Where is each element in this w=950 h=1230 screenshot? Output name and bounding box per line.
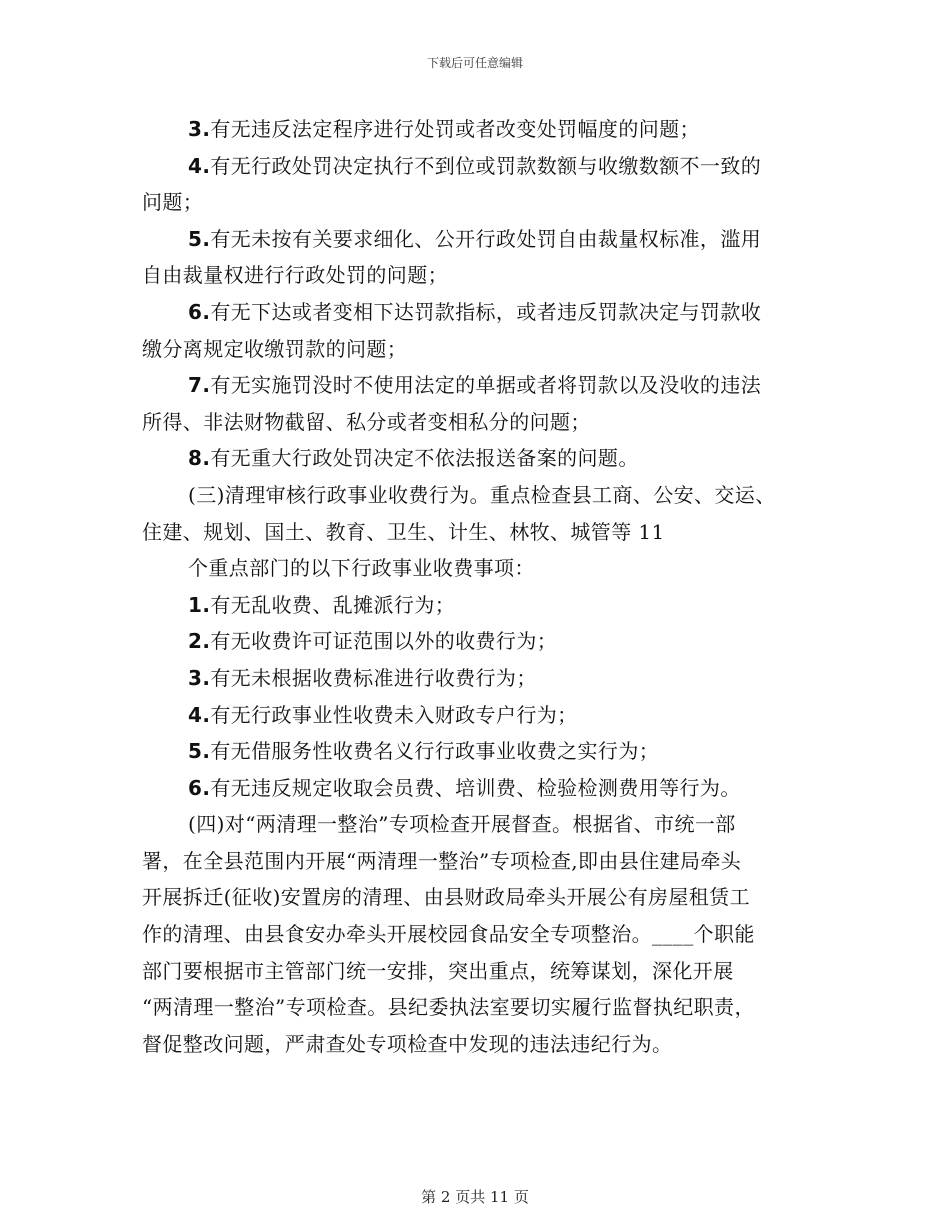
- paragraph-line: [142, 953, 807, 990]
- paragraph-line: [142, 697, 807, 734]
- page-header: 下载后可任意编辑: [426, 56, 523, 70]
- paragraph-line: [142, 660, 807, 697]
- paragraph-line: [142, 806, 807, 843]
- paragraph-line: [142, 916, 807, 953]
- item-number: 6.: [188, 299, 211, 324]
- paragraph-line: [142, 623, 807, 660]
- paragraph-line: [142, 1026, 807, 1063]
- paragraph-line: [142, 404, 807, 441]
- line-text: 署，在全县范围内开展“两清理一整治”专项检查,即由县住建局牵头: [142, 848, 742, 873]
- line-text: 有无实施罚没时不使用法定的单据或者将罚款以及没收的违法: [210, 373, 762, 398]
- paragraph-line: [142, 367, 807, 404]
- line-text: 有无行政处罚决定执行不到位或罚款数额与收缴数额不一致的: [210, 153, 762, 178]
- line-text: 问题；: [142, 190, 204, 215]
- line-text: “两清理一整治”专项检查。县纪委执法室要切实履行监督执纪职责，: [142, 995, 755, 1020]
- item-number: 8.: [188, 446, 211, 471]
- paragraph-line: [142, 733, 807, 770]
- paragraph-line: [142, 550, 807, 587]
- line-text: 作的清理、由县食安办牵头开展校园食品安全专项整治。____个职能: [142, 922, 755, 947]
- line-text: (三)清理审核行政事业收费行为。重点检查县工商、公安、交运、: [188, 482, 776, 507]
- line-text: 有无收费许可证范围以外的收费行为；: [210, 629, 558, 654]
- item-number: 5.: [188, 739, 211, 764]
- item-number: 4.: [188, 153, 211, 178]
- paragraph-line: [142, 989, 807, 1026]
- line-text: 有无下达或者变相下达罚款指标，或者违反罚款决定与罚款收: [210, 299, 762, 324]
- page-footer: 第 2 页共 11 页: [421, 1188, 529, 1206]
- item-number: 1.: [188, 592, 211, 617]
- item-number: 7.: [188, 373, 211, 398]
- item-number: 5.: [188, 226, 211, 251]
- line-text: 有无违反法定程序进行处罚或者改变处罚幅度的问题；: [210, 117, 700, 141]
- line-text: 开展拆迁(征收)安置房的清理、由县财政局牵头开展公有房屋租赁工: [142, 885, 751, 910]
- line-text: 有无行政事业性收费未入财政专户行为；: [210, 702, 578, 727]
- paragraph-line: [142, 770, 807, 807]
- paragraph-line: [142, 184, 807, 221]
- paragraph-line: [142, 148, 807, 185]
- paragraph-line: [142, 843, 807, 880]
- line-text: 个重点部门的以下行政事业收费事项：: [188, 556, 535, 581]
- document-body: [142, 111, 807, 1062]
- paragraph-line: [142, 514, 807, 551]
- paragraph-line: [142, 587, 807, 624]
- line-text: 有无违反规定收取会员费、培训费、检验检测费用等行为。: [210, 775, 741, 800]
- line-text: 有无借服务性收费名义行行政事业收费之实行为；: [210, 739, 660, 764]
- paragraph-line: [142, 257, 807, 294]
- item-number: 6.: [188, 775, 211, 800]
- line-text: 有无未按有关要求细化、公开行政处罚自由裁量权标准，滥用: [210, 226, 762, 251]
- line-text: 住建、规划、国土、教育、卫生、计生、林牧、城管等 11: [142, 519, 665, 544]
- line-text: 部门要根据市主管部门统一安排，突出重点，统筹谋划，深化开展: [142, 958, 734, 983]
- paragraph-line: [142, 331, 807, 368]
- line-text: (四)对“两清理一整治”专项检查开展督查。根据省、市统一部: [188, 812, 736, 837]
- paragraph-line: [142, 477, 807, 514]
- line-text: 督促整改问题，严肃查处专项检查中发现的违法违纪行为。: [142, 1031, 673, 1056]
- paragraph-line: [142, 111, 807, 148]
- line-text: 有无乱收费、乱摊派行为；: [210, 592, 456, 617]
- item-number: 3.: [188, 117, 211, 141]
- item-number: 2.: [188, 629, 211, 654]
- line-text: 有无重大行政处罚决定不依法报送备案的问题。: [210, 446, 639, 471]
- paragraph-line: [142, 440, 807, 477]
- paragraph-line: [142, 294, 807, 331]
- paragraph-line: [142, 879, 807, 916]
- line-text: 所得、非法财物截留、私分或者变相私分的问题；: [142, 409, 591, 434]
- item-number: 3.: [188, 665, 211, 690]
- paragraph-line: [142, 221, 807, 258]
- line-text: 缴分离规定收缴罚款的问题；: [142, 336, 408, 361]
- line-text: 自由裁量权进行行政处罚的问题；: [142, 263, 448, 288]
- item-number: 4.: [188, 702, 211, 727]
- line-text: 有无未根据收费标准进行收费行为；: [210, 665, 537, 690]
